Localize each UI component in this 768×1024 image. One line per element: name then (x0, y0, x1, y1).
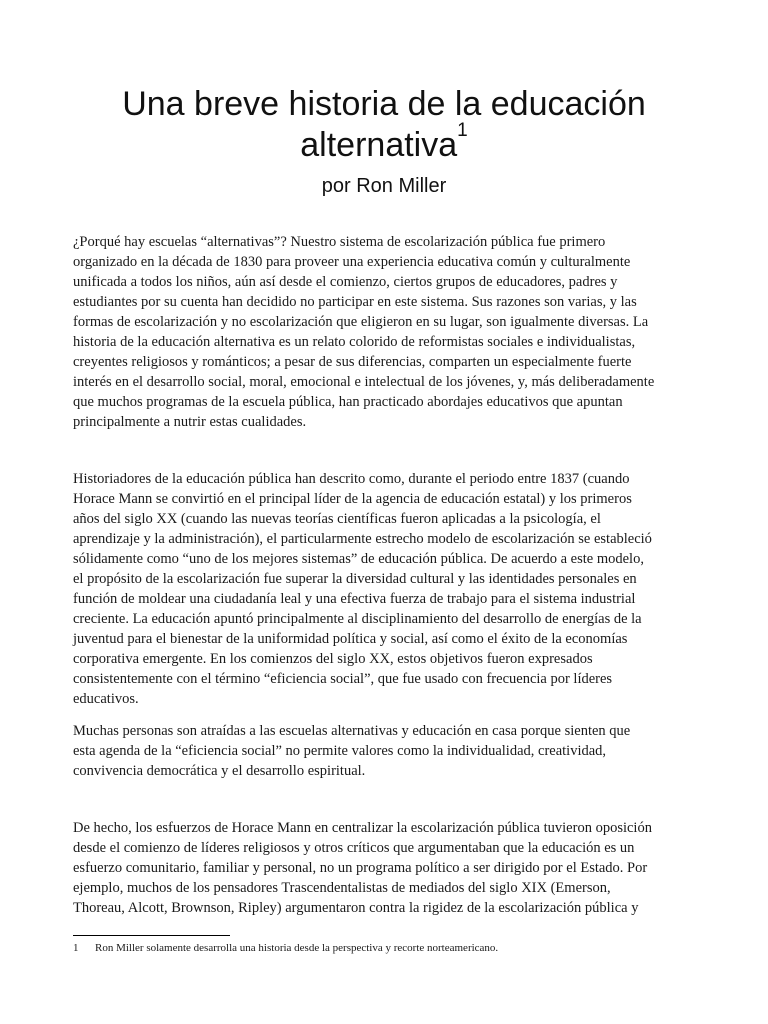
paragraph-line: desde el comienzo de líderes religiosos y otros críticos que argumentaban que la educación es un (73, 840, 635, 856)
footnote-text: Ron Miller solamente desarrolla una historia desde la perspectiva y recorte norteamericano. (95, 942, 499, 954)
paragraph-line: organizado en la década de 1830 para proveer una experiencia educativa común y culturalmente (73, 254, 631, 270)
paragraph-line: Thoreau, Alcott, Brownson, Ripley) argumentaron contra la rigidez de la escolarización pública y (73, 900, 639, 916)
title-footnote-mark[interactable]: 1 (457, 120, 468, 141)
paragraph-line: interés en el desarrollo social, moral, emocional e intelectual de los jóvenes, y, más deliberadamente (73, 374, 655, 390)
footnote (73, 941, 498, 955)
paragraph-line: función de moldear una ciudadanía leal y una efectiva fuerza de trabajo para el sistema industrial (73, 591, 636, 607)
author-byline: por Ron Miller (321, 175, 447, 197)
paragraph-line: consistentemente con el término “eficiencia social”, que fue usado con frecuencia por líderes (73, 671, 613, 687)
paragraph-line: que muchos programas de la escuela pública, han practicado abordajes educativos que apuntan (73, 394, 623, 410)
paragraph-line: aprendizaje y la administración), el particularmente estrecho modelo de escolarización se estableció (73, 531, 652, 547)
paragraph-line: corporativa emergente. En los comienzos del siglo XX, estos objetivos fueron expresados (73, 651, 593, 667)
paragraph-line: Muchas personas son atraídas a las escuelas alternativas y educación en casa porque sienten que (73, 723, 631, 739)
footnote-separator (73, 935, 230, 936)
paragraph-line: unificada a todos los niños, aún así desde el comienzo, ciertos grupos de educadores, padres y (73, 274, 618, 290)
document-title (40, 84, 728, 166)
title-line-1: Una breve historia de la educación (122, 85, 646, 123)
paragraph-line: sólidamente como “uno de los mejores sistemas” de educación pública. De acuerdo a este modelo, (73, 551, 644, 567)
paragraph-3 (73, 721, 698, 781)
paragraph-line: formas de escolarización y no escolarización que eligieron en su lugar, son igualmente diversas. La (73, 314, 649, 330)
paragraph-line: el propósito de la escolarización fue superar la diversidad cultural y las identidades personales en (73, 571, 637, 587)
paragraph-line: ejemplo, muchos de los pensadores Trascendentalistas de mediados del siglo XIX (Emerson, (73, 880, 611, 896)
paragraph-line: juventud para el bienestar de la uniformidad política y social, así como el éxito de la economías (73, 631, 628, 647)
paragraph-line: principalmente a nutrir estas cualidades. (73, 414, 307, 430)
paragraph-1 (73, 232, 698, 432)
paragraph-4 (73, 818, 698, 918)
paragraph-line: convivencia democrática y el desarrollo espiritual. (73, 763, 366, 779)
paragraph-line: Horace Mann se convirtió en el principal líder de la agencia de educación estatal) y los primeros (73, 491, 632, 507)
title-line-2: alternativa (300, 126, 458, 164)
paragraph-line: años del siglo XX (cuando las nuevas teorías científicas fueron aplicadas a la psicología, el (73, 511, 601, 527)
paragraph-line: estudiantes por su cuenta han decidido no participar en este sistema. Sus razones son varias, y las (73, 294, 637, 310)
paragraph-line: historia de la educación alternativa es un relato colorido de reformistas sociales e individualistas, (73, 334, 636, 350)
paragraph-line: creyentes religiosos y románticos; a pesar de sus diferencias, comparten un especialmente fuerte (73, 354, 632, 370)
paragraph-line: esfuerzo comunitario, familiar y personal, no un programa político a ser dirigido por el Estado. Por (73, 860, 648, 876)
paragraph-line: educativos. (73, 691, 139, 707)
footnote-number: 1 (73, 942, 79, 954)
paragraph-line: De hecho, los esfuerzos de Horace Mann en centralizar la escolarización pública tuvieron oposición (73, 820, 652, 836)
paragraph-line: esta agenda de la “eficiencia social” no permite valores como la individualidad, creatividad, (73, 743, 607, 759)
paragraph-line: creciente. La educación apuntó principalmente al disciplinamiento del desarrollo de energías de la (73, 611, 642, 627)
paragraph-line: ¿Porqué hay escuelas “alternativas”? Nuestro sistema de escolarización pública fue primero (73, 234, 606, 250)
paragraph-2 (73, 469, 698, 709)
paragraph-line: Historiadores de la educación pública han descrito como, durante el periodo entre 1837 (cuando (73, 471, 630, 487)
